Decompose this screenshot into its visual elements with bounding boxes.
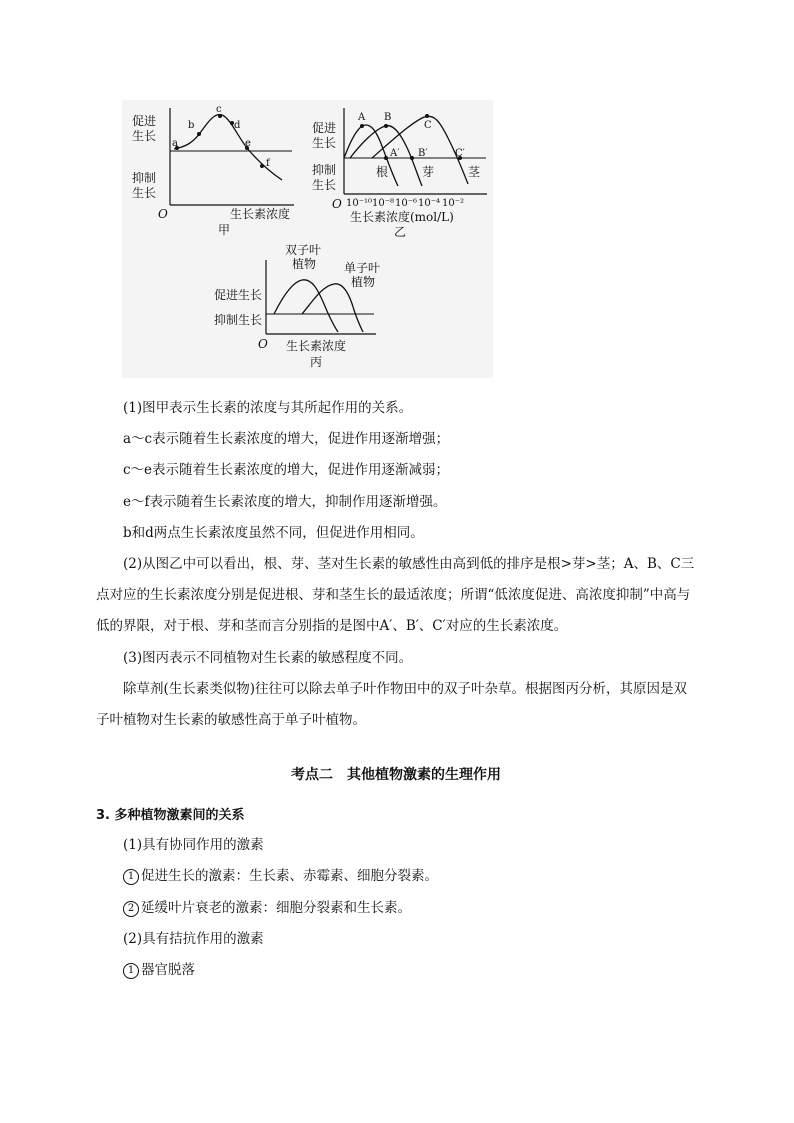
graph-jia [132, 104, 294, 237]
yi-tick-1: 10⁻¹⁰ [346, 198, 373, 209]
bing-origin: O [258, 337, 268, 351]
yi-peak-c: C [424, 120, 432, 131]
document-body [96, 393, 696, 986]
item-text: 延缓叶片衰老的激素：细胞分裂素和生长素。 [141, 899, 411, 916]
jia-point-a: a [172, 138, 178, 149]
yi-cross-c: C′ [455, 148, 465, 159]
circled-number: 1 [123, 963, 139, 979]
jia-point-b: b [188, 120, 195, 131]
bing-monocot-2: 植物 [351, 275, 376, 289]
item-promote-growth [96, 861, 696, 892]
para-antagonism: (2)具有拮抗作用的激素 [123, 930, 264, 947]
figure-panel [122, 100, 493, 378]
yi-tick-5: 10⁻² [442, 198, 465, 209]
item-organ-abscission [96, 955, 696, 986]
para-figure-jia: (1)图甲表示生长素的浓度与其所起作用的关系。 [123, 400, 413, 416]
item-text: 促进生长的激素：生长素、赤霉素、细胞分裂素。 [141, 868, 438, 885]
jia-xlabel: 生长素浓度 [230, 207, 291, 221]
para-synergy: (1)具有协同作用的激素 [123, 837, 264, 854]
yi-organ-stem: 茎 [468, 165, 481, 179]
yi-origin: O [332, 197, 342, 211]
para-herbicide: 除草剂(生长素类似物)往往可以除去单子叶作物田中的双子叶杂草。根据图丙分析，其原因是双子叶植物对生长素的敏感性高于单子叶植物。 [96, 680, 688, 729]
para-figure-yi: (2)从图乙中可以看出，根、芽、茎对生长素的敏感性由高到低的排序是根>芽>茎；A、B、C三点对应的生长素浓度分别是促进根、芽和茎生长的最适浓度；所谓“低浓度促进、高浓度抑制”中高与低的界限，对于根、芽和茎而言分别指的是图中A′、B′、C′对应的生长素浓度。 [96, 556, 695, 635]
jia-promote-1: 促进 [132, 114, 157, 128]
para-a-c: a～c表示随着生长素浓度的增大，促进作用逐渐增强； [123, 431, 450, 448]
yi-caption: 乙 [394, 225, 407, 239]
section-title: 考点二 其他植物激素的生理作用 [291, 767, 501, 784]
para-b-d: b和d两点生长素浓度虽然不同，但促进作用相同。 [123, 524, 424, 541]
bing-dicot-1: 双子叶 [285, 243, 322, 257]
circled-number: 2 [123, 901, 139, 917]
yi-tick-4: 10⁻⁴ [418, 198, 441, 209]
bing-promote: 促进生长 [214, 288, 263, 302]
yi-tick-3: 10⁻⁶ [395, 198, 418, 209]
yi-organ-bud: 芽 [422, 165, 435, 179]
yi-peak-a: A [358, 112, 366, 123]
jia-inhibit-2: 生长 [132, 186, 157, 200]
item-delay-senescence [96, 893, 696, 924]
jia-inhibit-1: 抑制 [132, 171, 157, 185]
jia-promote-2: 生长 [132, 129, 157, 143]
bing-caption: 丙 [310, 355, 323, 369]
yi-peak-b: B [384, 112, 392, 123]
jia-origin: O [158, 207, 168, 221]
yi-promote-2: 生长 [312, 136, 337, 150]
jia-point-f: f [266, 158, 270, 169]
para-c-e: c～e表示随着生长素浓度的增大，促进作用逐渐减弱； [123, 462, 450, 479]
circled-number: 1 [123, 869, 139, 885]
yi-organ-root: 根 [376, 165, 389, 179]
jia-point-d: d [234, 120, 241, 131]
jia-caption: 甲 [218, 223, 231, 237]
yi-xlabel: 生长素浓度(mol/L) [350, 210, 454, 224]
para-figure-bing: (3)图丙表示不同植物对生长素的敏感程度不同。 [123, 649, 413, 666]
bing-xlabel: 生长素浓度 [286, 339, 347, 353]
yi-tick-2: 10⁻⁸ [372, 198, 395, 209]
heading-hormone-relations: 3. 多种植物激素间的关系 [96, 808, 245, 824]
yi-cross-a: A′ [390, 148, 400, 159]
yi-inhibit-1: 抑制 [312, 163, 337, 177]
graph-yi [312, 108, 487, 239]
bing-monocot-1: 单子叶 [344, 261, 381, 275]
para-e-f: e～f表示随着生长素浓度的增大，抑制作用逐渐增强。 [123, 493, 447, 510]
yi-cross-b: B′ [418, 148, 428, 159]
yi-promote-1: 促进 [312, 121, 337, 135]
bing-inhibit: 抑制生长 [214, 313, 263, 327]
item-text: 器官脱落 [141, 962, 195, 979]
auxin-figures [122, 100, 493, 378]
yi-inhibit-2: 生长 [312, 178, 337, 192]
jia-point-c: c [216, 104, 222, 115]
jia-point-e: e [245, 138, 251, 149]
bing-dicot-2: 植物 [292, 257, 317, 271]
graph-bing [214, 243, 380, 369]
